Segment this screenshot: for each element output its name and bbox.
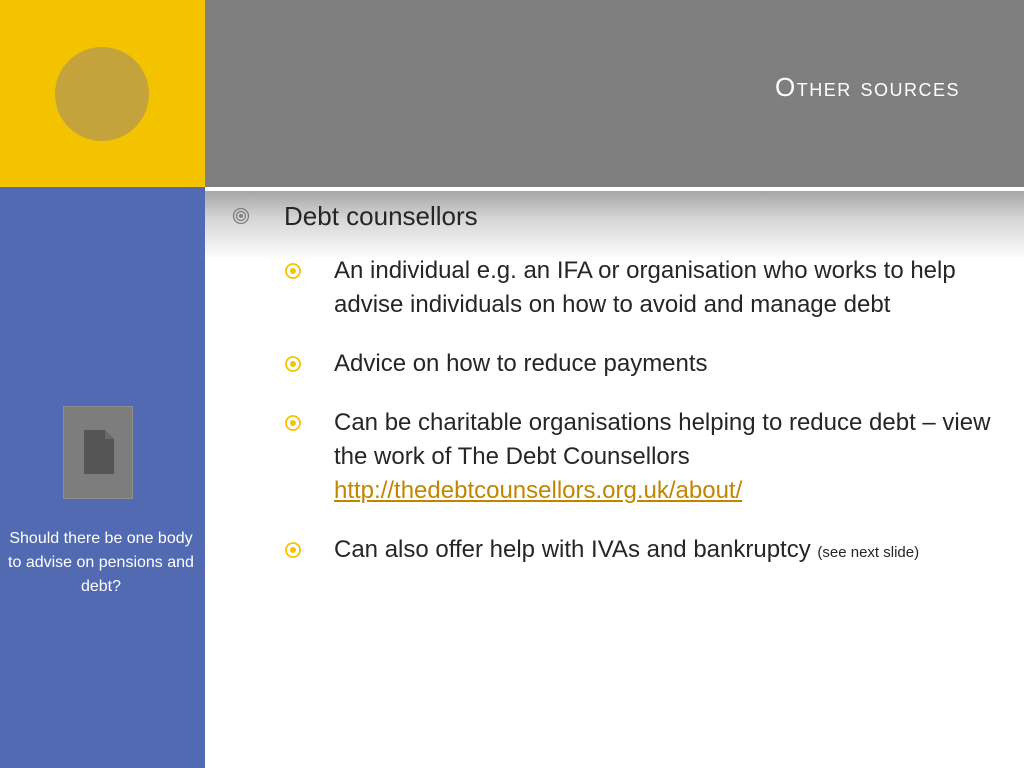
debt-counsellors-link[interactable]: http://thedebtcounsellors.org.uk/about/ [334,477,743,504]
circle-dot-bullet-icon [284,541,302,559]
item-text: An individual e.g. an IFA or organisation who works to help advise individuals on how to avoid and manage debt [334,257,956,318]
sub-bullet-list [230,254,1010,570]
list-item [230,347,1010,381]
circle-dot-bullet-icon [284,355,302,373]
decorative-circle [55,47,149,141]
circle-dot-bullet-icon [284,414,302,432]
bullet-heading [230,196,1010,236]
circle-dot-bullet-icon [284,262,302,280]
title-bar [205,0,1024,187]
item-text: Can be charitable organisations helping to reduce debt – view the work of The Debt Counsellors [334,409,991,470]
sidebar [0,187,205,768]
item-note: (see next slide) [817,544,920,561]
image-placeholder [63,406,133,499]
slide-content [230,196,1010,595]
sidebar-note: Should there be one body to advise on pensions and debt? [8,530,194,595]
list-item [230,254,1010,322]
heading-text: Debt counsellors [284,201,478,231]
slide-title: Other sources [775,72,960,102]
list-item [230,406,1010,508]
double-circle-bullet-icon [232,207,250,225]
list-item [230,533,1010,570]
document-icon [84,430,114,474]
corner-accent-box [0,0,205,187]
item-text: Can also offer help with IVAs and bankruptcy [334,536,811,563]
item-text: Advice on how to reduce payments [334,350,708,377]
